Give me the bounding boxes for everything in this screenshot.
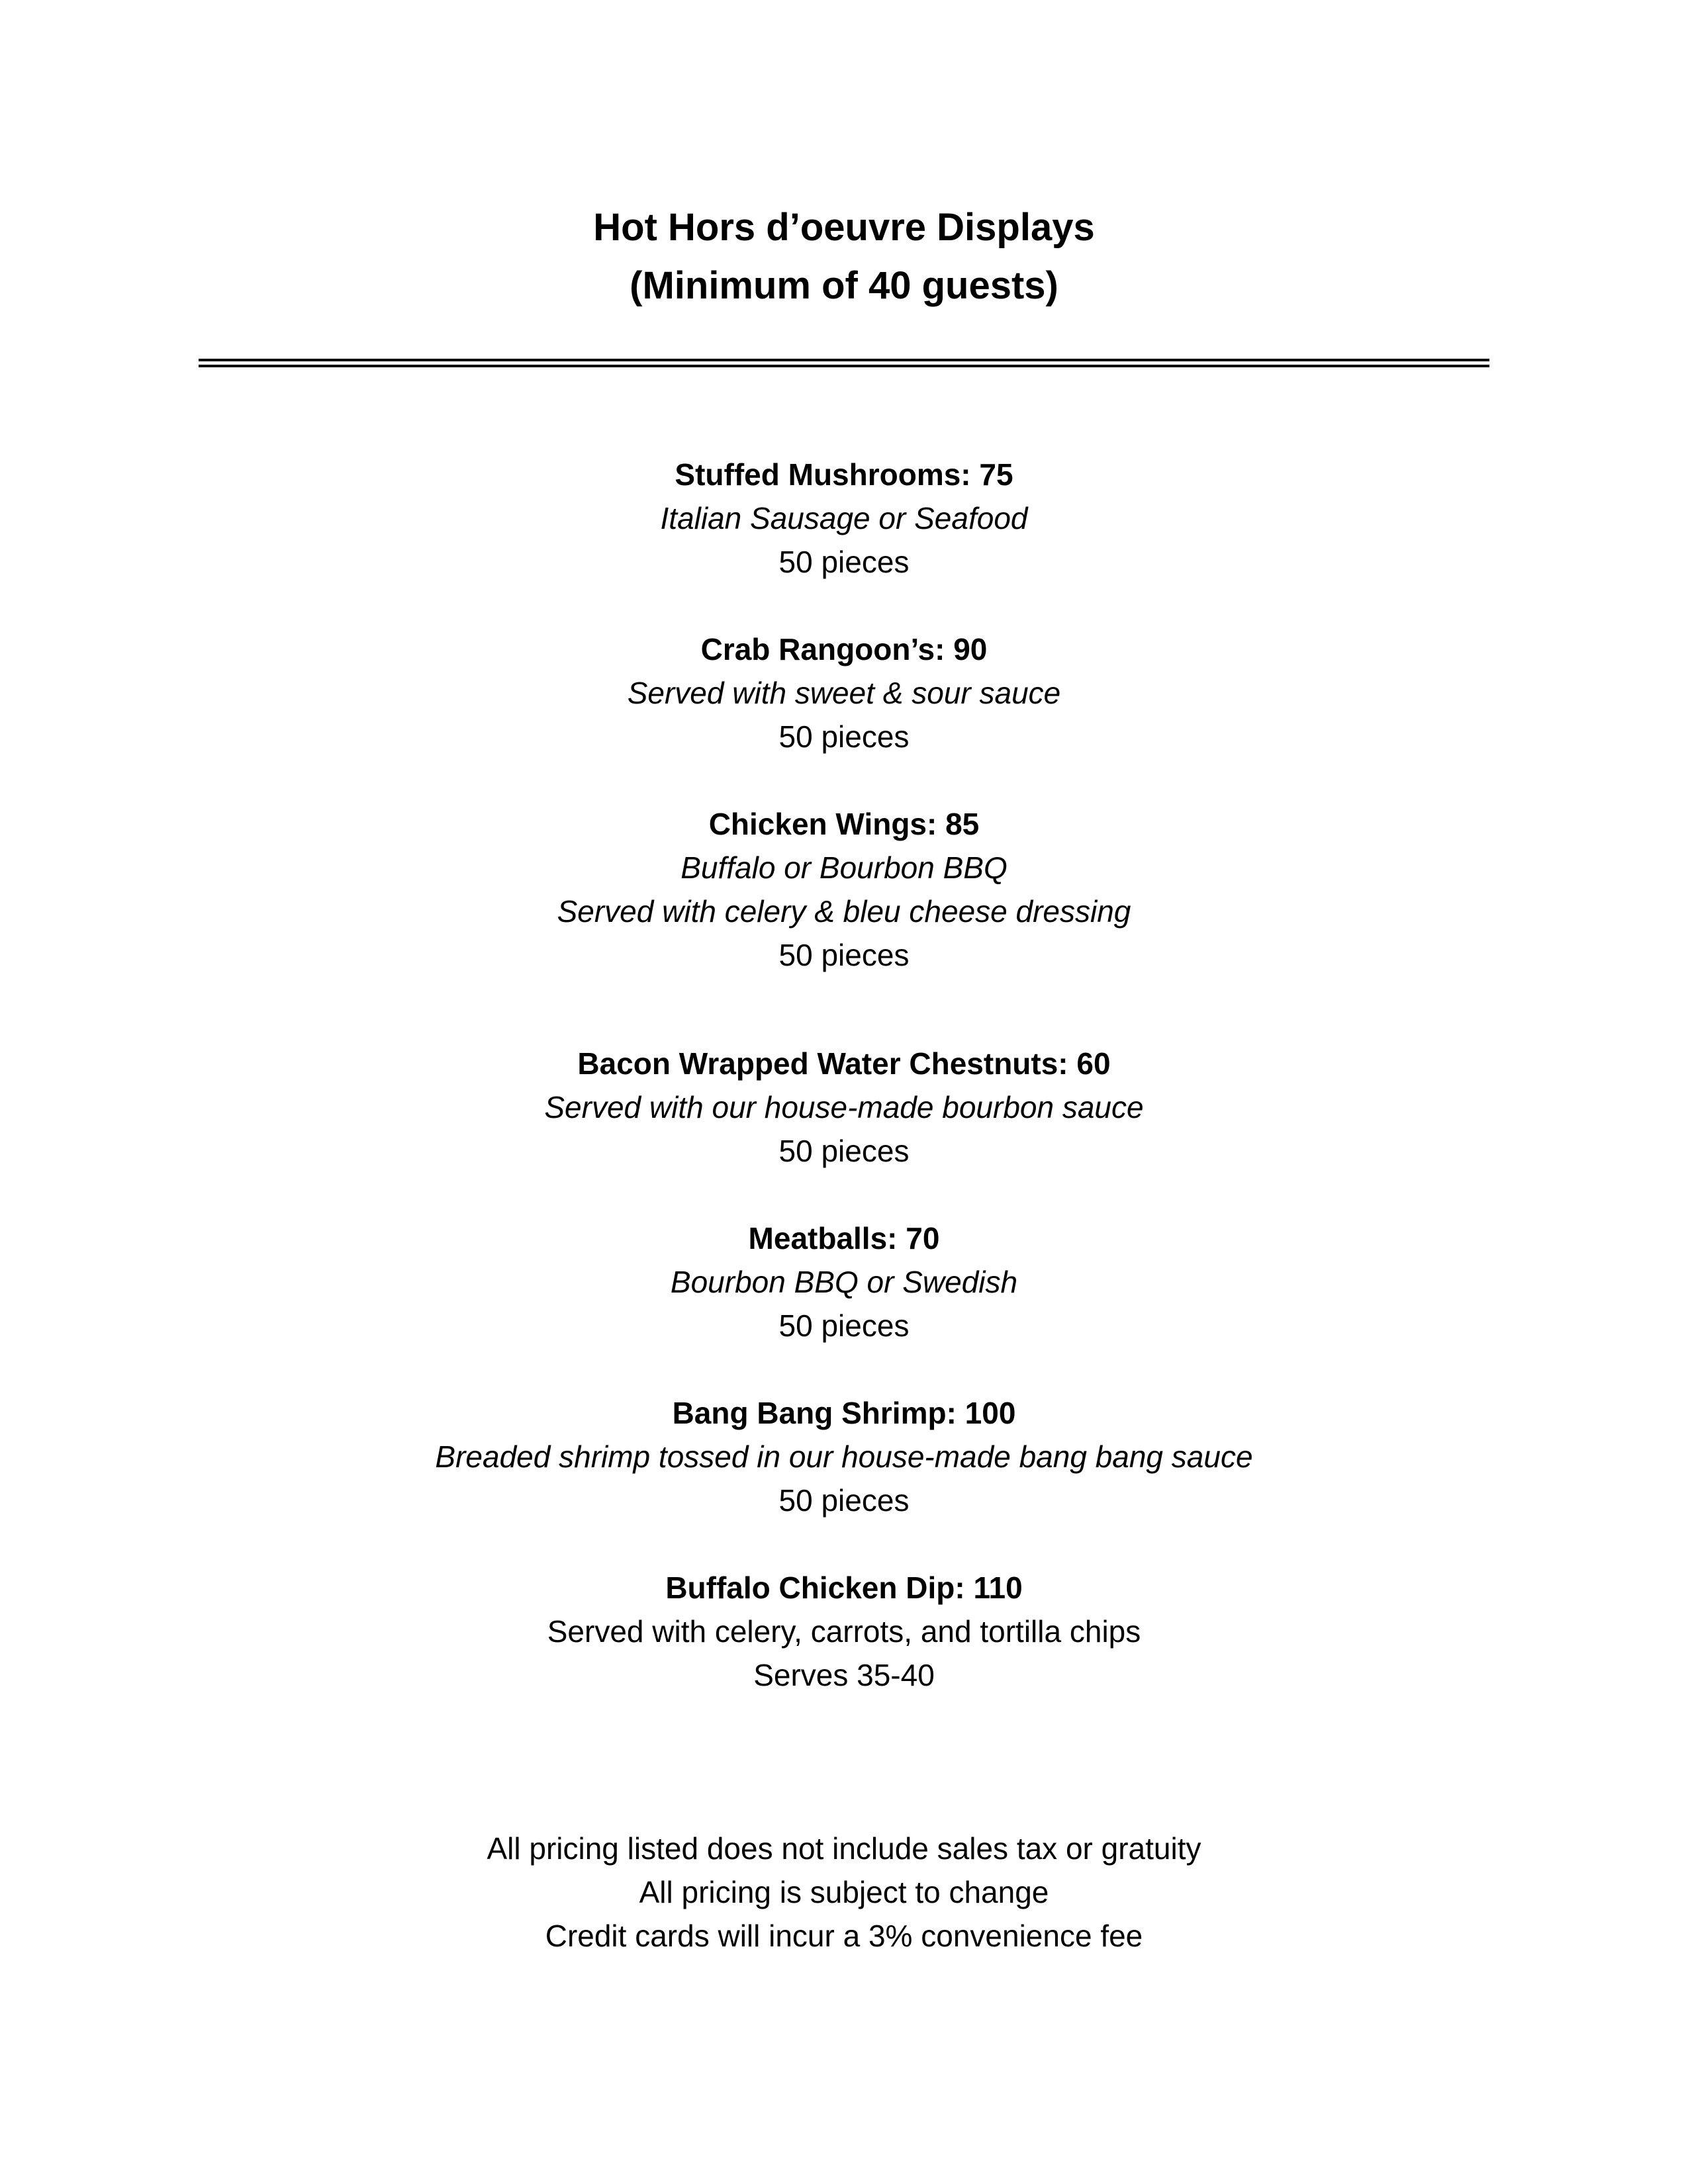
divider-line-bottom xyxy=(199,365,1489,367)
item-name: Stuffed Mushrooms: 75 xyxy=(675,457,1013,492)
item-quantity: 50 pieces xyxy=(778,1308,910,1343)
menu-item-crab-rangoons xyxy=(0,627,1688,758)
item-description: Served with sweet & sour sauce xyxy=(627,676,1061,710)
item-description: Breaded shrimp tossed in our house-made bang bang sauce xyxy=(435,1439,1253,1474)
menu-item-bang-bang-shrimp xyxy=(0,1391,1688,1522)
pricing-note-change: All pricing is subject to change xyxy=(639,1875,1049,1909)
item-quantity: 50 pieces xyxy=(778,1134,910,1168)
item-description: Italian Sausage or Seafood xyxy=(660,501,1028,535)
item-description: Served with celery, carrots, and tortilla chips xyxy=(547,1614,1141,1649)
menu-item-bacon-wrapped-water-chestnuts xyxy=(0,1042,1688,1173)
menu-item-buffalo-chicken-dip xyxy=(0,1566,1688,1697)
menu-item-stuffed-mushrooms xyxy=(0,453,1688,584)
item-name: Meatballs: 70 xyxy=(748,1221,940,1255)
item-description: Bourbon BBQ or Swedish xyxy=(670,1265,1018,1299)
item-name: Crab Rangoon’s: 90 xyxy=(700,632,988,666)
item-description: Served with our house-made bourbon sauce xyxy=(544,1090,1144,1124)
pricing-note-credit-card: Credit cards will incur a 3% convenience fee xyxy=(545,1919,1143,1953)
page-title xyxy=(0,199,1688,315)
menu-list xyxy=(0,453,1688,1741)
item-quantity: 50 pieces xyxy=(778,1483,910,1518)
item-description: Buffalo or Bourbon BBQ xyxy=(680,850,1008,885)
title-line-2: (Minimum of 40 guests) xyxy=(630,264,1058,307)
menu-item-meatballs xyxy=(0,1216,1688,1347)
title-line-1: Hot Hors d’oeuvre Displays xyxy=(593,206,1095,249)
divider-line-top xyxy=(199,359,1489,361)
item-name: Buffalo Chicken Dip: 110 xyxy=(665,1570,1023,1605)
item-name: Bang Bang Shrimp: 100 xyxy=(672,1396,1016,1430)
item-quantity: 50 pieces xyxy=(778,938,910,972)
menu-item-chicken-wings xyxy=(0,802,1688,977)
item-quantity: Serves 35-40 xyxy=(753,1658,935,1692)
item-quantity: 50 pieces xyxy=(778,719,910,754)
pricing-note-tax: All pricing listed does not include sales tax or gratuity xyxy=(487,1831,1201,1866)
item-name: Chicken Wings: 85 xyxy=(708,807,980,841)
item-name: Bacon Wrapped Water Chestnuts: 60 xyxy=(577,1046,1111,1081)
pricing-notes xyxy=(0,1827,1688,1958)
item-description-2: Served with celery & bleu cheese dressing xyxy=(557,894,1131,929)
item-quantity: 50 pieces xyxy=(778,545,910,579)
